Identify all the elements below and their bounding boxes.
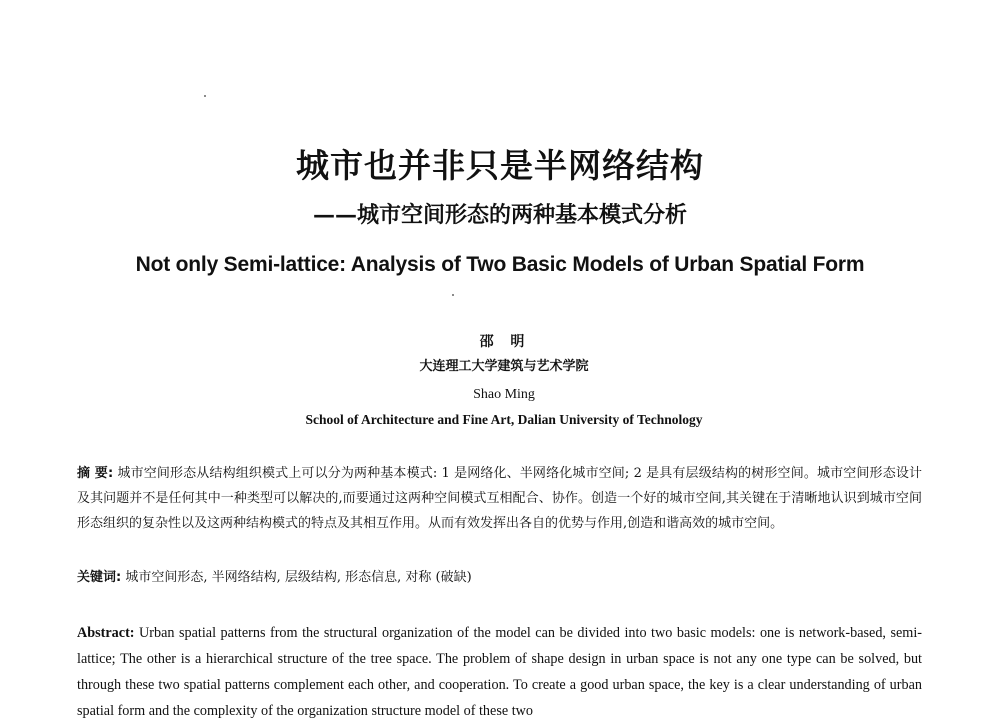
paper-title-english: Not only Semi-lattice: Analysis of Two Basic Models of Urban Spatial Form	[135, 253, 865, 276]
affiliation-chinese: 大连理工大学建筑与艺术学院	[419, 359, 589, 374]
paper-title-chinese: 城市也并非只是半网络结构	[296, 146, 704, 185]
abstract-english-text: Urban spatial patterns from the structural organization of the model can be divided into two basic models: one is network-based, semi-lattice; The other is a hierarchical structure of the tree space. The problem of shape design in urban space is not any one type can be solved, but through these two spatial patterns complement each other, and cooperation. To create a good urban space, the key is a clear understanding of urban spatial form and the complexity of the organization structure model of these two	[77, 625, 923, 719]
abstract-english	[77, 620, 922, 724]
scan-speck	[204, 95, 206, 97]
keywords-label: 关键词:	[77, 570, 122, 585]
paper-subtitle-chinese: ——城市空间形态的两种基本模式分析	[312, 202, 687, 228]
abstract-chinese-label: 摘 要:	[77, 466, 114, 481]
keywords-chinese	[77, 567, 922, 589]
scan-speck	[452, 294, 454, 296]
affiliation-english: School of Architecture and Fine Art, Dalian University of Technology	[305, 412, 703, 427]
author-name-english: Shao Ming	[473, 387, 535, 402]
abstract-chinese-text: 城市空间形态从结构组织模式上可以分为两种基本模式: 1 是网络化、半网络化城市空间; 2 是具有层级结构的树形空间。城市空间形态设计及其问题并不是任何其中一种类型可以解决的,而要通过这两种空间模式互相配合、协作。创造一个好的城市空间,其关键在于清晰地认识到城市空间形态组织的复杂性以及这两种结构模式的特点及其相互作用。从而有效发挥出各自的优势与作用,创造和谐高效的城市空间。	[77, 466, 922, 531]
author-name-chinese: 邵 明	[479, 334, 531, 350]
abstract-english-label: Abstract:	[77, 625, 135, 641]
abstract-chinese	[77, 461, 922, 536]
keywords-text: 城市空间形态, 半网络结构, 层级结构, 形态信息, 对称 (破缺)	[125, 570, 472, 585]
